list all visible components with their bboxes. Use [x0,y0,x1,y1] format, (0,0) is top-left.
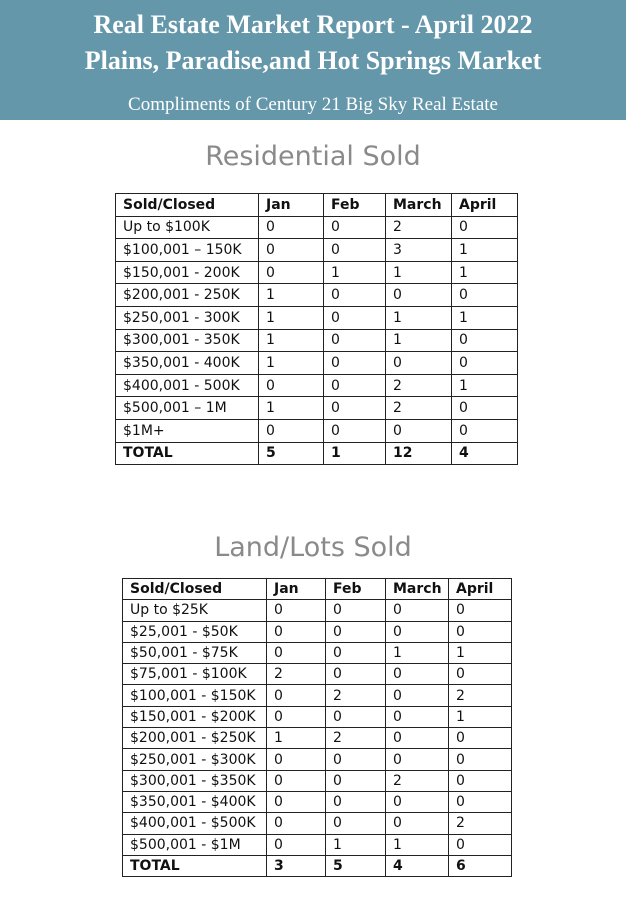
table-row [116,329,518,352]
column-header: March [386,579,449,600]
table-row [116,284,518,307]
report-title-line1: Real Estate Market Report - April 2022 [93,10,533,39]
table-row [123,728,512,749]
count-cell: 0 [324,352,386,375]
total-cell: 5 [259,442,324,465]
count-cell: 0 [452,419,518,442]
table-row [123,770,512,791]
count-cell: 0 [449,770,512,791]
count-cell: 2 [449,685,512,706]
price-range-cell: $200,001 - $250K [123,728,267,749]
price-range-cell: $250,001 - $300K [123,749,267,770]
count-cell: 0 [452,216,518,239]
count-cell: 1 [259,352,324,375]
total-cell: 4 [386,855,449,876]
count-cell: 1 [386,642,449,663]
count-cell: 1 [452,374,518,397]
count-cell: 0 [324,329,386,352]
count-cell: 2 [267,664,326,685]
count-cell: 0 [386,664,449,685]
count-cell: 0 [324,397,386,420]
total-row [116,442,518,465]
count-cell: 0 [259,261,324,284]
count-cell: 0 [326,621,386,642]
count-cell: 0 [326,600,386,621]
count-cell: 1 [259,284,324,307]
count-cell: 0 [267,642,326,663]
price-range-cell: $200,001 - 250K [116,284,259,307]
count-cell: 0 [326,642,386,663]
total-label: TOTAL [123,855,267,876]
table-row [116,352,518,375]
price-range-cell: Up to $25K [123,600,267,621]
count-cell: 0 [452,397,518,420]
count-cell: 1 [452,261,518,284]
count-cell: 2 [326,728,386,749]
count-cell: 0 [452,284,518,307]
report-header [0,0,626,120]
count-cell: 1 [386,261,452,284]
count-cell: 2 [386,216,452,239]
count-cell: 0 [386,352,452,375]
count-cell: 0 [267,749,326,770]
count-cell: 0 [267,706,326,727]
count-cell: 0 [386,813,449,834]
price-range-cell: $150,001 - $200K [123,706,267,727]
count-cell: 0 [386,621,449,642]
total-cell: 12 [386,442,452,465]
table-row [123,834,512,855]
count-cell: 0 [449,749,512,770]
count-cell: 0 [386,419,452,442]
count-cell: 2 [386,374,452,397]
count-cell: 2 [326,685,386,706]
count-cell: 2 [449,813,512,834]
count-cell: 1 [324,261,386,284]
count-cell: 0 [259,374,324,397]
column-header: Jan [267,579,326,600]
column-header: Jan [259,194,324,217]
table-row [123,813,512,834]
report-subtitle: Compliments of Century 21 Big Sky Real Estate [128,94,498,115]
column-header: March [386,194,452,217]
count-cell: 0 [449,791,512,812]
table-row [116,216,518,239]
count-cell: 2 [386,770,449,791]
table-header-row [116,194,518,217]
price-range-cell: $75,001 - $100K [123,664,267,685]
price-range-cell: $150,001 - 200K [116,261,259,284]
count-cell: 1 [386,834,449,855]
total-cell: 6 [449,855,512,876]
count-cell: 0 [452,352,518,375]
count-cell: 0 [452,329,518,352]
count-cell: 0 [326,791,386,812]
table-row [123,664,512,685]
price-range-cell: $500,001 - $1M [123,834,267,855]
count-cell: 1 [267,728,326,749]
count-cell: 1 [259,329,324,352]
price-range-cell: Up to $100K [116,216,259,239]
count-cell: 0 [386,791,449,812]
count-cell: 1 [386,306,452,329]
land-lots-sold-table [122,578,512,877]
count-cell: 0 [259,239,324,262]
count-cell: 1 [386,329,452,352]
count-cell: 0 [326,770,386,791]
table-row [123,685,512,706]
price-range-cell: $300,001 - 350K [116,329,259,352]
total-row [123,855,512,876]
count-cell: 0 [386,706,449,727]
land-section-title: Land/Lots Sold [214,532,412,563]
count-cell: 0 [259,419,324,442]
count-cell: 0 [449,621,512,642]
table-row [123,600,512,621]
count-cell: 1 [326,834,386,855]
price-range-cell: $250,001 - 300K [116,306,259,329]
count-cell: 1 [452,306,518,329]
price-range-cell: $100,001 – 150K [116,239,259,262]
count-cell: 2 [386,397,452,420]
column-header: Feb [324,194,386,217]
count-cell: 0 [267,685,326,706]
count-cell: 0 [324,284,386,307]
price-range-cell: $350,001 - $400K [123,791,267,812]
table-row [123,749,512,770]
column-header: Feb [326,579,386,600]
count-cell: 0 [326,706,386,727]
total-cell: 4 [452,442,518,465]
count-cell: 1 [259,397,324,420]
count-cell: 0 [386,749,449,770]
count-cell: 0 [267,770,326,791]
price-range-cell: $25,001 - $50K [123,621,267,642]
count-cell: 0 [326,749,386,770]
table-header-row [123,579,512,600]
price-range-cell: $400,001 - $500K [123,813,267,834]
count-cell: 0 [386,600,449,621]
count-cell: 0 [449,664,512,685]
report-title-line2: Plains, Paradise,and Hot Springs Market [84,46,542,75]
count-cell: 0 [267,621,326,642]
count-cell: 0 [449,728,512,749]
count-cell: 1 [449,706,512,727]
price-range-cell: $100,001 - $150K [123,685,267,706]
total-cell: 1 [324,442,386,465]
column-header: April [449,579,512,600]
price-range-cell: $350,001 - 400K [116,352,259,375]
column-header: Sold/Closed [123,579,267,600]
count-cell: 0 [326,813,386,834]
count-cell: 1 [449,642,512,663]
table-row [116,374,518,397]
count-cell: 0 [386,728,449,749]
count-cell: 0 [324,239,386,262]
residential-section-title: Residential Sold [205,141,421,172]
residential-sold-table [115,193,518,465]
price-range-cell: $1M+ [116,419,259,442]
table-row [116,306,518,329]
total-cell: 5 [326,855,386,876]
count-cell: 3 [386,239,452,262]
price-range-cell: $300,001 - $350K [123,770,267,791]
column-header: Sold/Closed [116,194,259,217]
count-cell: 0 [267,834,326,855]
count-cell: 0 [267,791,326,812]
count-cell: 0 [449,834,512,855]
count-cell: 0 [324,306,386,329]
column-header: April [452,194,518,217]
count-cell: 0 [324,216,386,239]
count-cell: 1 [452,239,518,262]
table-row [123,791,512,812]
total-label: TOTAL [116,442,259,465]
count-cell: 0 [326,664,386,685]
table-row [116,419,518,442]
table-row [116,397,518,420]
count-cell: 0 [449,600,512,621]
count-cell: 1 [259,306,324,329]
count-cell: 0 [324,419,386,442]
count-cell: 0 [386,685,449,706]
total-cell: 3 [267,855,326,876]
table-row [116,239,518,262]
count-cell: 0 [324,374,386,397]
table-row [123,706,512,727]
count-cell: 0 [267,600,326,621]
table-row [123,621,512,642]
price-range-cell: $50,001 - $75K [123,642,267,663]
table-row [123,642,512,663]
price-range-cell: $500,001 – 1M [116,397,259,420]
price-range-cell: $400,001 - 500K [116,374,259,397]
count-cell: 0 [259,216,324,239]
table-row [116,261,518,284]
count-cell: 0 [386,284,452,307]
count-cell: 0 [267,813,326,834]
